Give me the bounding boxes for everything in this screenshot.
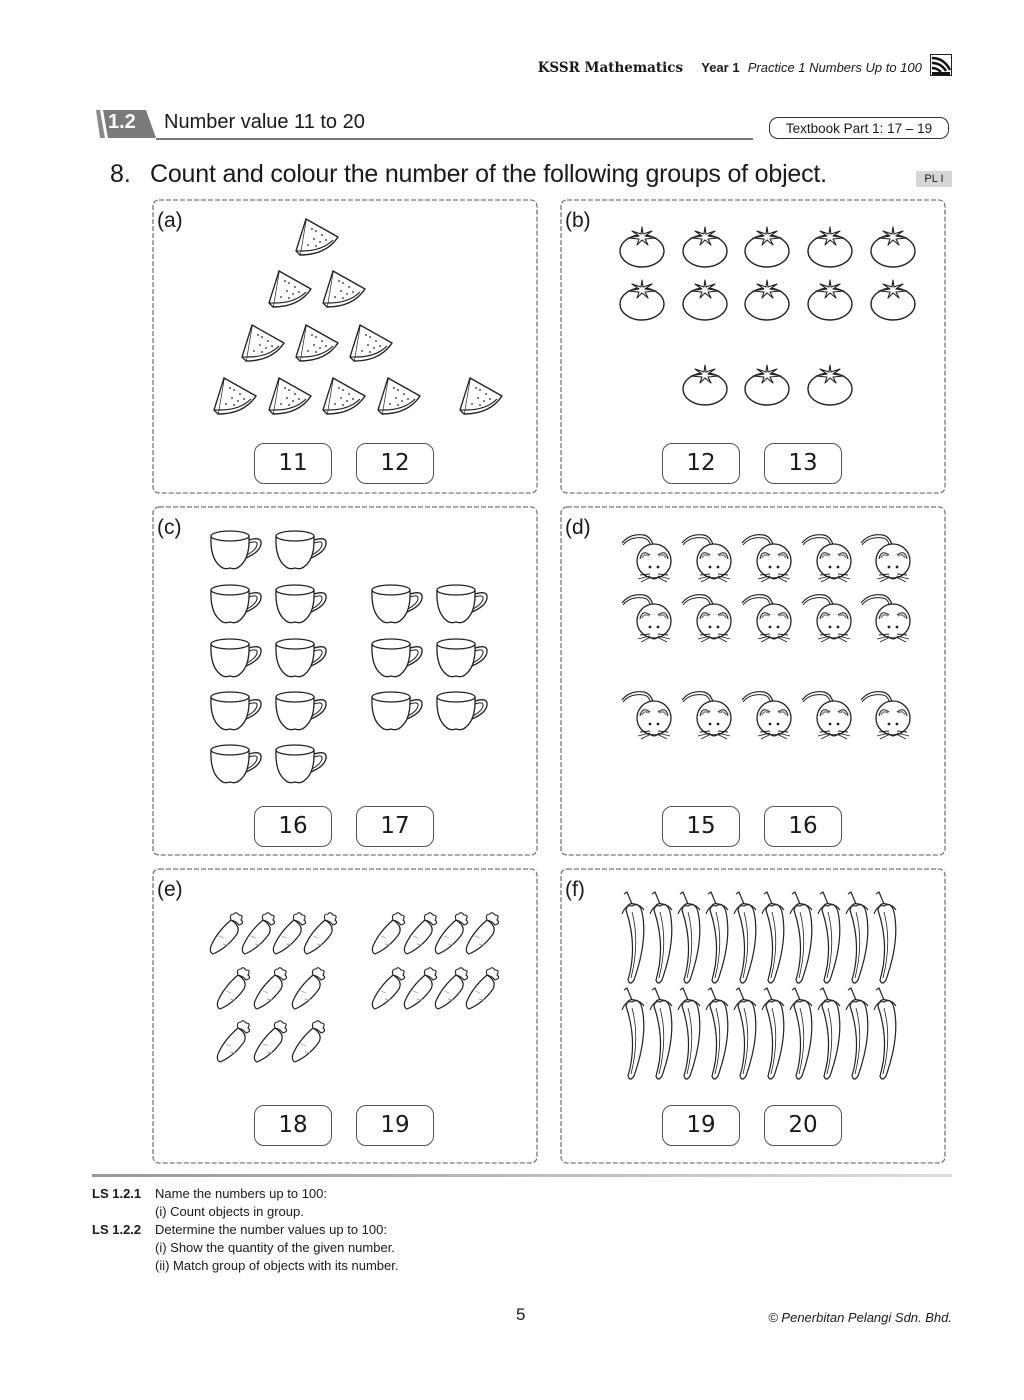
tomato-icon (681, 276, 729, 322)
mouse-icon (740, 531, 796, 585)
carrot-icon (371, 967, 407, 1011)
tomato-icon (681, 361, 729, 407)
tomato-icon (743, 276, 791, 322)
panel-label: (b) (565, 209, 591, 232)
learning-standard-item: (i) Count objects in group. (155, 1204, 304, 1219)
teacup-icon (434, 582, 492, 626)
panel-label: (c) (157, 516, 182, 539)
book-year: Year 1 (701, 60, 740, 75)
answer-option[interactable]: 20 (764, 1105, 842, 1146)
teacup-icon (434, 636, 492, 680)
answer-option[interactable]: 16 (254, 806, 332, 847)
watermelon-icon (238, 321, 290, 367)
mouse-icon (859, 688, 915, 742)
chilli-icon (674, 986, 704, 1082)
carrot-icon (209, 912, 245, 956)
teacup-icon (273, 636, 331, 680)
teacup-icon (273, 528, 331, 572)
teacup-icon (369, 689, 427, 733)
tomato-icon (618, 223, 666, 269)
learning-standard-text: Determine the number values up to 100: (155, 1222, 387, 1237)
mouse-icon (620, 688, 676, 742)
chilli-icon (674, 890, 704, 986)
chilli-icon (702, 986, 732, 1082)
watermelon-icon (265, 374, 317, 420)
answer-option[interactable]: 19 (356, 1105, 434, 1146)
carrot-icon (291, 1020, 327, 1064)
chilli-icon (842, 986, 872, 1082)
copyright-notice: © Penerbitan Pelangi Sdn. Bhd. (768, 1310, 952, 1325)
answer-option[interactable]: 16 (764, 806, 842, 847)
teacup-icon (369, 582, 427, 626)
panel-c (152, 506, 538, 856)
carrot-icon (303, 912, 339, 956)
section-title: Number value 11 to 20 (164, 111, 365, 133)
mouse-icon (800, 688, 856, 742)
tomato-icon (681, 223, 729, 269)
panel-b (560, 199, 946, 494)
answer-option[interactable]: 17 (356, 806, 434, 847)
mouse-icon (680, 688, 736, 742)
mouse-icon (620, 591, 676, 645)
carrot-icon (216, 967, 252, 1011)
teacup-icon (208, 636, 266, 680)
panel-d (560, 506, 946, 856)
answer-option[interactable]: 15 (662, 806, 740, 847)
watermelon-icon (319, 267, 371, 313)
tomato-icon (869, 276, 917, 322)
tomato-icon (743, 361, 791, 407)
chilli-icon (814, 890, 844, 986)
chilli-icon (870, 890, 900, 986)
panel-label: (f) (565, 878, 585, 901)
tomato-icon (806, 276, 854, 322)
carrot-icon (291, 967, 327, 1011)
tomato-icon (618, 276, 666, 322)
panel-e (152, 868, 538, 1164)
answer-option[interactable]: 12 (662, 443, 740, 484)
chilli-icon (842, 890, 872, 986)
question-number: 8. (110, 160, 131, 188)
answer-option[interactable]: 18 (254, 1105, 332, 1146)
panel-label: (e) (157, 878, 183, 901)
teacup-icon (208, 582, 266, 626)
teacup-icon (369, 636, 427, 680)
carrot-icon (253, 967, 289, 1011)
footer-divider (92, 1174, 952, 1177)
mouse-icon (859, 531, 915, 585)
watermelon-icon (456, 374, 508, 420)
carrot-icon (253, 1020, 289, 1064)
section-number: 1.2 (108, 111, 136, 133)
chilli-icon (618, 986, 648, 1082)
watermelon-icon (319, 374, 371, 420)
tomato-icon (869, 223, 917, 269)
mouse-icon (680, 531, 736, 585)
watermelon-icon (265, 267, 317, 313)
learning-standard-item: (ii) Match group of objects with its number. (155, 1258, 399, 1273)
chilli-icon (786, 986, 816, 1082)
answer-option[interactable]: 19 (662, 1105, 740, 1146)
chilli-icon (786, 890, 816, 986)
book-subject: KSSR Mathematics (537, 60, 684, 76)
teacup-icon (273, 742, 331, 786)
mouse-icon (859, 591, 915, 645)
tomato-icon (743, 223, 791, 269)
watermelon-icon (292, 321, 344, 367)
question-text: Count and colour the number of the following groups of object. (150, 160, 827, 188)
chilli-icon (730, 890, 760, 986)
teacup-icon (208, 528, 266, 572)
teacup-icon (434, 689, 492, 733)
chilli-icon (702, 890, 732, 986)
watermelon-icon (292, 215, 344, 261)
panel-label: (a) (157, 209, 183, 232)
chilli-icon (730, 986, 760, 1082)
textbook-reference: Textbook Part 1: 17 – 19 (769, 117, 949, 139)
mouse-icon (740, 688, 796, 742)
carrot-icon (371, 912, 407, 956)
watermelon-icon (210, 374, 262, 420)
page-number: 5 (516, 1305, 526, 1324)
mouse-icon (800, 531, 856, 585)
panel-frame (152, 199, 538, 494)
chilli-icon (814, 986, 844, 1082)
answer-option[interactable]: 12 (356, 443, 434, 484)
mouse-icon (620, 531, 676, 585)
tomato-icon (806, 223, 854, 269)
carrot-icon (465, 912, 501, 956)
tomato-icon (806, 361, 854, 407)
panel-f (560, 868, 946, 1164)
chilli-icon (646, 986, 676, 1082)
carrot-icon (465, 967, 501, 1011)
mouse-icon (740, 591, 796, 645)
learning-standard-item: (i) Show the quantity of the given number. (155, 1240, 395, 1255)
chilli-icon (870, 986, 900, 1082)
section-underline (156, 138, 753, 140)
learning-standard-code: LS 1.2.2 (92, 1222, 142, 1237)
publisher-logo-icon (930, 54, 952, 76)
answer-option[interactable]: 11 (254, 443, 332, 484)
watermelon-icon (374, 374, 426, 420)
teacup-icon (208, 689, 266, 733)
mouse-icon (800, 591, 856, 645)
running-head (0, 60, 952, 76)
practice-title: Practice 1 Numbers Up to 100 (747, 60, 922, 75)
chilli-icon (618, 890, 648, 986)
teacup-icon (273, 689, 331, 733)
carrot-icon (216, 1020, 252, 1064)
chilli-icon (758, 890, 788, 986)
teacup-icon (208, 742, 266, 786)
panel-a (152, 199, 538, 494)
answer-option[interactable]: 13 (764, 443, 842, 484)
watermelon-icon (346, 321, 398, 367)
performance-level-badge: PL I (916, 171, 952, 187)
panel-label: (d) (565, 516, 591, 539)
chilli-icon (758, 986, 788, 1082)
learning-standard-code: LS 1.2.1 (92, 1186, 142, 1201)
chilli-icon (646, 890, 676, 986)
mouse-icon (680, 591, 736, 645)
learning-standard-text: Name the numbers up to 100: (155, 1186, 327, 1201)
teacup-icon (273, 582, 331, 626)
